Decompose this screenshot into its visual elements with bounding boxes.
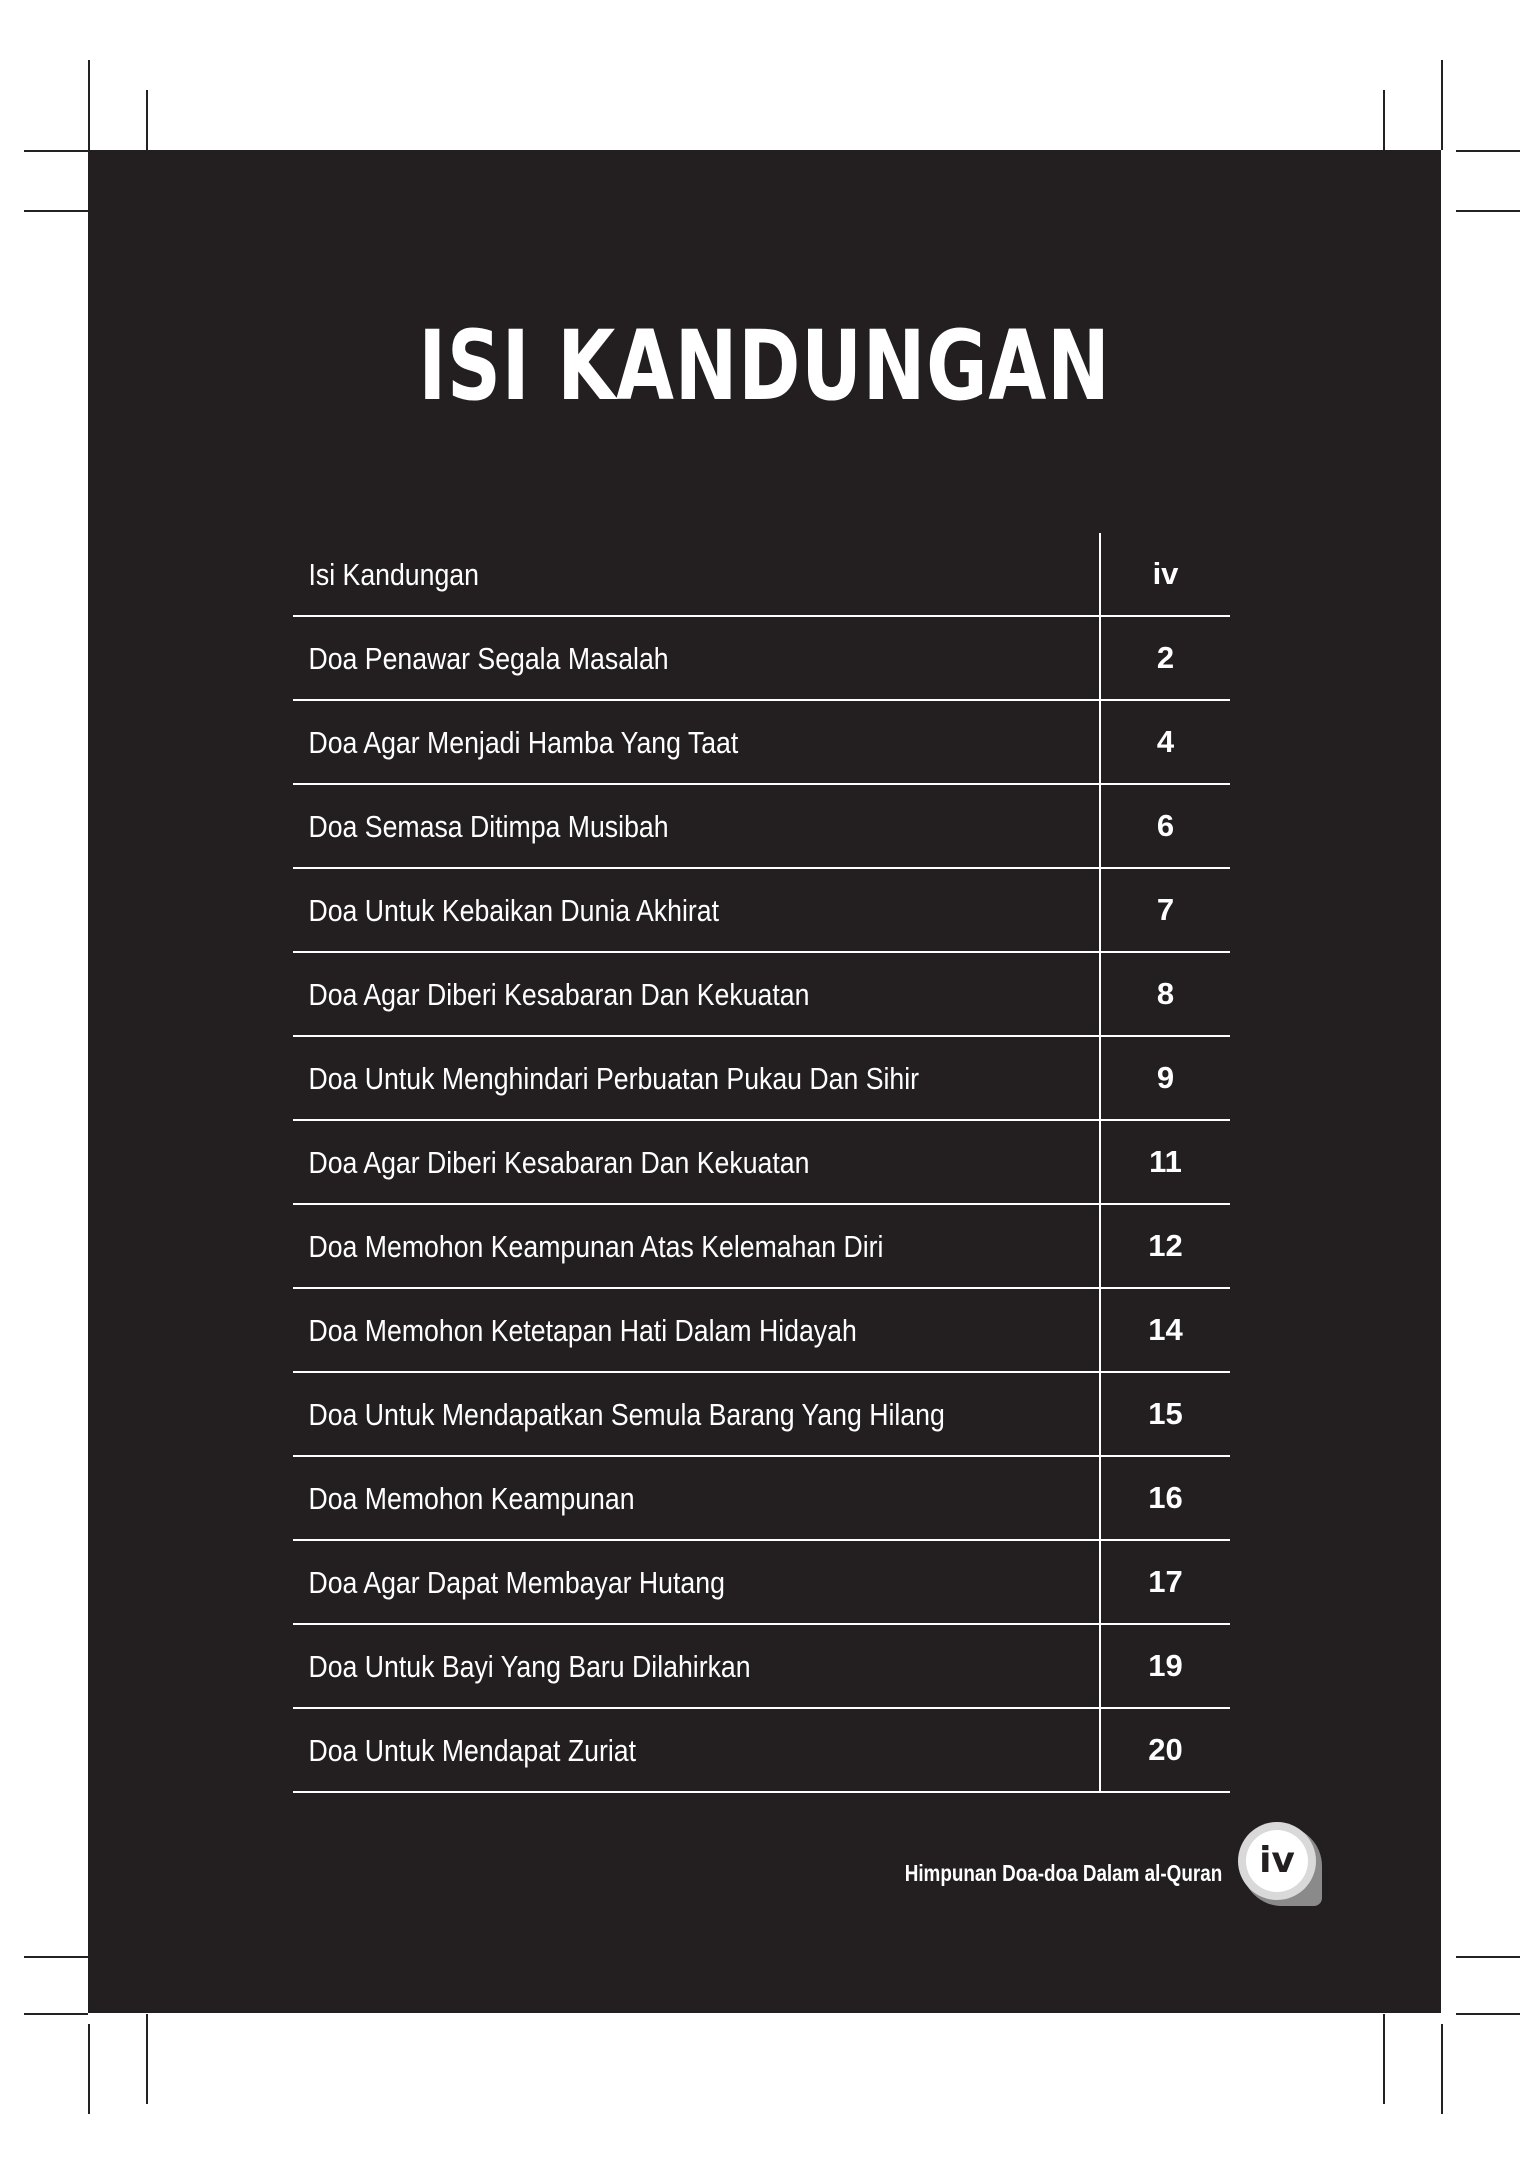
toc-entry-label: Doa Agar Diberi Kesabaran Dan Kekuatan <box>308 1144 810 1180</box>
toc-entry-page: 12 <box>1099 1205 1230 1287</box>
toc-row[interactable] <box>293 1625 1230 1709</box>
toc-row[interactable] <box>293 869 1230 953</box>
toc-row[interactable] <box>293 1121 1230 1205</box>
toc-entry-page: iv <box>1099 533 1230 615</box>
crop-mark <box>1456 210 1520 212</box>
toc-row[interactable] <box>293 1457 1230 1541</box>
crop-mark <box>24 1956 88 1958</box>
toc-row[interactable] <box>293 533 1230 617</box>
crop-mark <box>24 2013 88 2015</box>
toc-entry-label: Doa Untuk Mendapatkan Semula Barang Yang Hilang <box>308 1396 945 1432</box>
table-of-contents <box>293 533 1230 1793</box>
toc-entry-label: Doa Memohon Ketetapan Hati Dalam Hidayah <box>308 1312 857 1348</box>
page-number: iv <box>1246 1830 1308 1892</box>
crop-mark <box>88 60 90 150</box>
content-page <box>88 150 1441 2013</box>
crop-mark <box>146 2014 148 2104</box>
crop-mark <box>1441 60 1443 150</box>
toc-entry-label: Doa Untuk Kebaikan Dunia Akhirat <box>308 892 719 928</box>
crop-mark <box>1383 2014 1385 2104</box>
toc-entry-page: 20 <box>1099 1709 1230 1791</box>
toc-row[interactable] <box>293 1709 1230 1793</box>
page-title: ISI KANDUNGAN <box>418 310 1111 422</box>
toc-entry-label: Doa Agar Menjadi Hamba Yang Taat <box>308 724 739 760</box>
book-title: Himpunan Doa-doa Dalam al-Quran <box>904 1860 1222 1886</box>
toc-entry-page: 7 <box>1099 869 1230 951</box>
toc-entry-page: 4 <box>1099 701 1230 783</box>
toc-row[interactable] <box>293 1037 1230 1121</box>
toc-entry-page: 17 <box>1099 1541 1230 1623</box>
crop-mark <box>1456 150 1520 152</box>
toc-entry-label: Doa Penawar Segala Masalah <box>308 640 669 676</box>
crop-mark <box>1441 2024 1443 2114</box>
toc-entry-page: 2 <box>1099 617 1230 699</box>
toc-entry-label: Doa Agar Diberi Kesabaran Dan Kekuatan <box>308 976 810 1012</box>
toc-entry-label: Doa Memohon Keampunan Atas Kelemahan Diri <box>308 1228 884 1264</box>
toc-entry-label: Doa Untuk Menghindari Perbuatan Pukau Dan Sihir <box>308 1060 920 1096</box>
toc-entry-label: Doa Semasa Ditimpa Musibah <box>308 808 669 844</box>
toc-entry-label: Isi Kandungan <box>308 556 479 592</box>
toc-row[interactable] <box>293 617 1230 701</box>
page-number-badge <box>1238 1822 1322 1906</box>
toc-entry-page: 16 <box>1099 1457 1230 1539</box>
toc-entry-page: 19 <box>1099 1625 1230 1707</box>
toc-row[interactable] <box>293 1205 1230 1289</box>
toc-entry-page: 14 <box>1099 1289 1230 1371</box>
toc-entry-page: 9 <box>1099 1037 1230 1119</box>
toc-entry-page: 15 <box>1099 1373 1230 1455</box>
toc-row[interactable] <box>293 785 1230 869</box>
toc-entry-page: 6 <box>1099 785 1230 867</box>
toc-entry-label: Doa Memohon Keampunan <box>308 1480 635 1516</box>
toc-entry-page: 11 <box>1099 1121 1230 1203</box>
toc-row[interactable] <box>293 701 1230 785</box>
toc-entry-label: Doa Untuk Mendapat Zuriat <box>308 1732 636 1768</box>
toc-entry-label: Doa Agar Dapat Membayar Hutang <box>308 1564 725 1600</box>
toc-row[interactable] <box>293 1373 1230 1457</box>
crop-mark <box>24 210 88 212</box>
toc-entry-label: Doa Untuk Bayi Yang Baru Dilahirkan <box>308 1648 751 1684</box>
crop-mark <box>24 150 88 152</box>
toc-row[interactable] <box>293 1289 1230 1373</box>
crop-mark <box>88 2024 90 2114</box>
toc-entry-page: 8 <box>1099 953 1230 1035</box>
crop-mark <box>1456 2013 1520 2015</box>
crop-mark <box>1456 1956 1520 1958</box>
toc-row[interactable] <box>293 1541 1230 1625</box>
toc-row[interactable] <box>293 953 1230 1037</box>
